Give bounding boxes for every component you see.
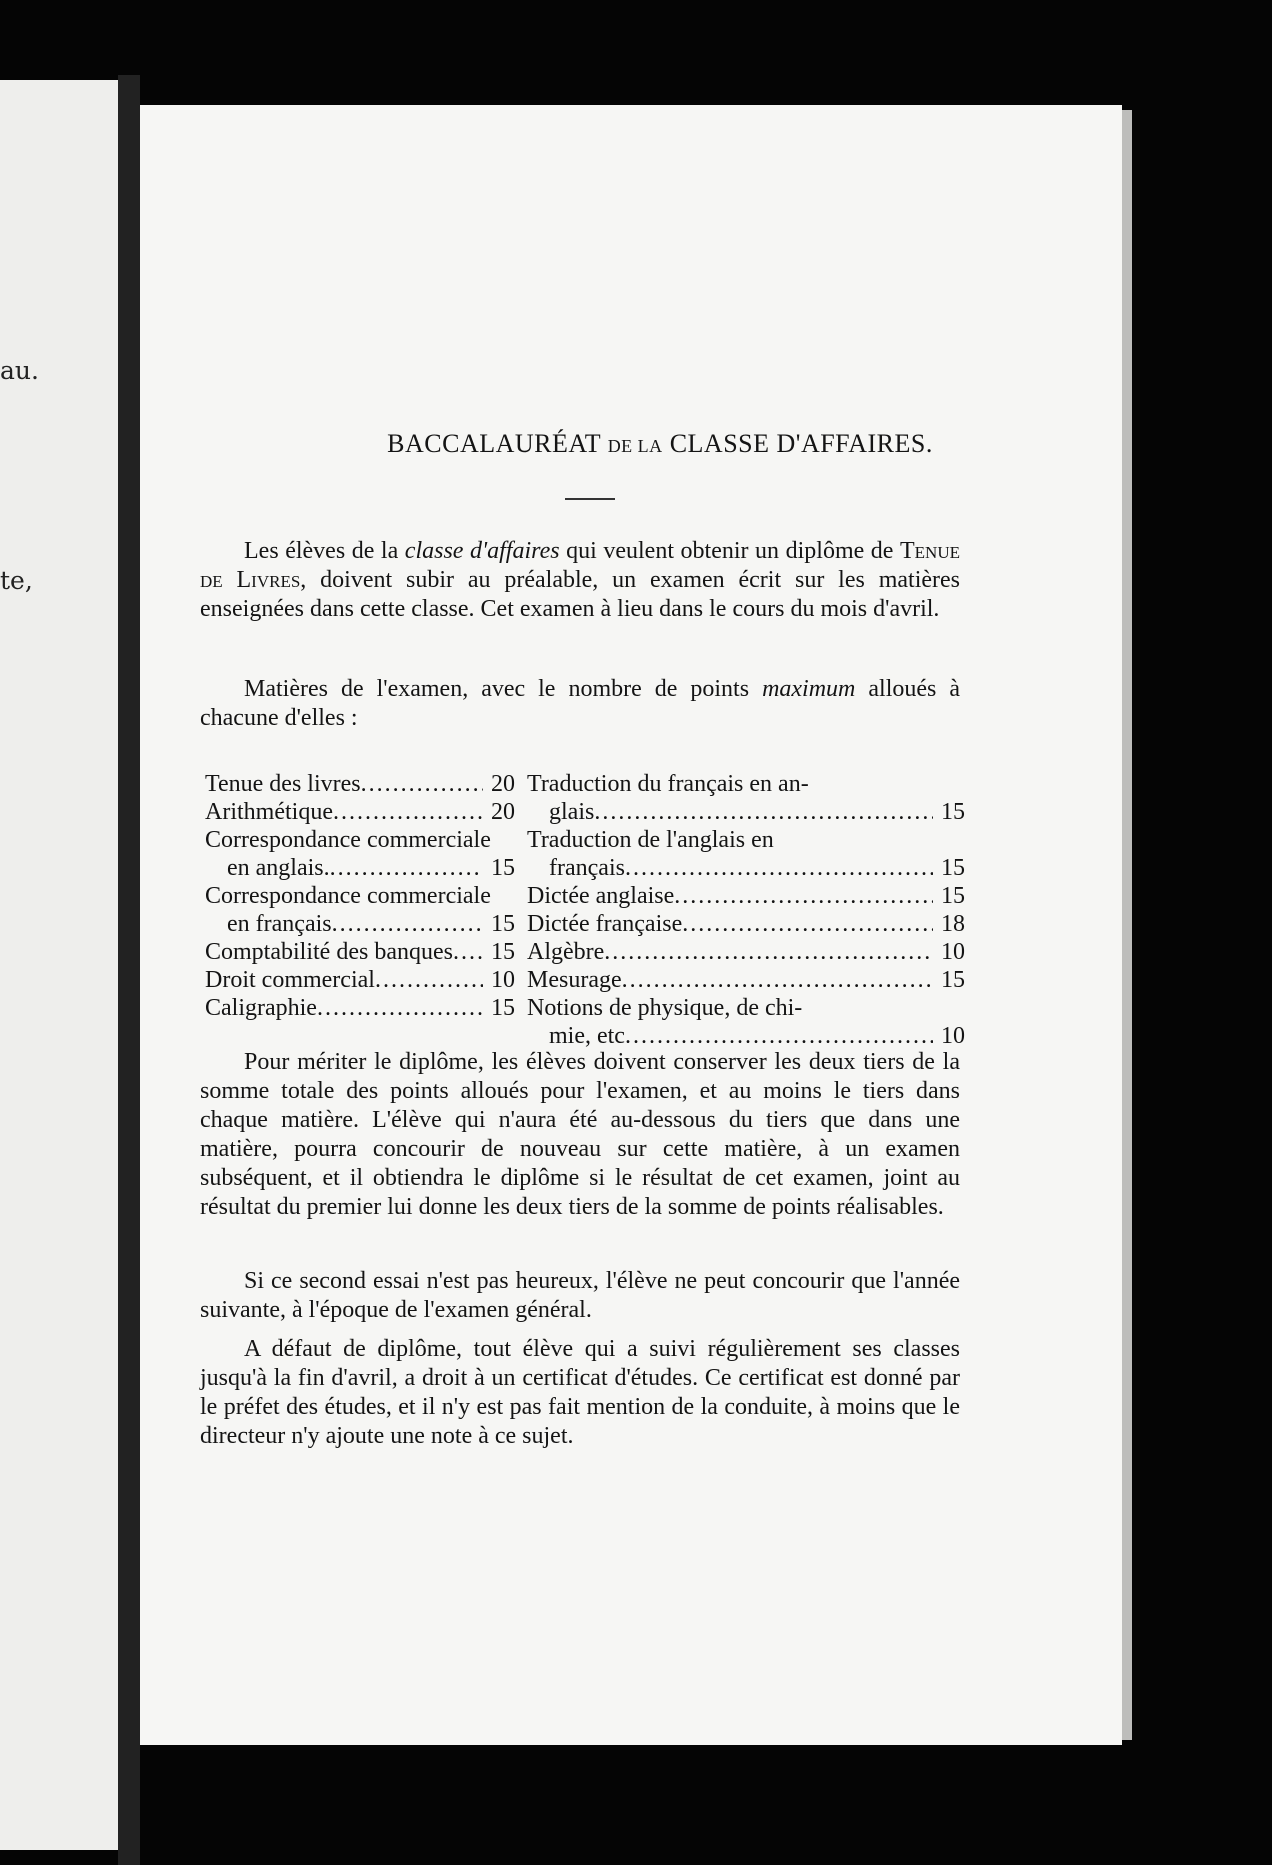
book-page	[140, 105, 1122, 1745]
subject-row: Tenue des livres ..... 20	[205, 770, 515, 798]
subject-row: Arithmétique ..... 20	[205, 798, 515, 826]
subjects-table	[205, 770, 965, 1049]
subject-row: en français ..... 15	[205, 910, 515, 938]
subject-row: Comptabilité des banques ..... 15	[205, 938, 515, 966]
margin-fragment: au.	[0, 356, 39, 385]
subject-row: Droit commercial ..... 10	[205, 966, 515, 994]
subject-row: Traduction de l'anglais en	[527, 827, 774, 853]
subject-row: Correspondance commerciale	[205, 827, 491, 853]
subjects-column-left	[205, 770, 515, 1022]
subject-row: en anglais. ..... 15	[205, 854, 515, 882]
heading-rule	[565, 498, 615, 500]
subject-row: Algèbre ..... 10	[527, 938, 965, 966]
subjects-column-right	[527, 770, 965, 1050]
intro-paragraph: Les élèves de la classe d'affaires qui veulent obtenir un diplôme de Tenue de Livres, doivent subir au préalable, un examen écrit sur les matières enseignées dans cette classe. Cet examen à lieu dans le cours du mois d'avril.	[200, 538, 960, 622]
book-gutter	[118, 75, 140, 1865]
subject-row: Mesurage ..... 15	[527, 966, 965, 994]
subject-row: Caligraphie ..... 15	[205, 994, 515, 1022]
subjects-intro: Matières de l'examen, avec le nombre de points maximum alloués à chacune d'elles :	[200, 676, 960, 731]
subject-row: français ..... 15	[527, 854, 965, 882]
page-heading: BACCALAURÉAT DE LA CLASSE D'AFFAIRES.	[387, 429, 933, 458]
subject-row: Traduction du français en an-	[527, 771, 809, 797]
subject-row: glais ..... 15	[527, 798, 965, 826]
certificate-paragraph: A défaut de diplôme, tout élève qui a suivi régulièrement ses classes jusqu'à la fin d'avril, a droit à un certificat d'études. Ce certificat est donné par le préfet des études, et il n'y est pas fait mention de la conduite, à moins que le directeur n'y ajoute une note à ce sujet.	[200, 1336, 960, 1449]
margin-fragment: te,	[0, 566, 33, 595]
page-edge-shadow	[1122, 110, 1132, 1740]
subject-row: Dictée française ..... 18	[527, 910, 965, 938]
facing-page-edge	[0, 80, 118, 1850]
subject-row: Dictée anglaise ..... 15	[527, 882, 965, 910]
second-try-paragraph: Si ce second essai n'est pas heureux, l'élève ne peut concourir que l'année suivante, à l'époque de l'examen général.	[200, 1268, 960, 1323]
subject-row: Notions de physique, de chi-	[527, 995, 803, 1021]
subject-row: Correspondance commerciale	[205, 883, 491, 909]
subject-row: mie, etc ..... 10	[527, 1022, 965, 1050]
requirements-paragraph: Pour mériter le diplôme, les élèves doivent conserver les deux tiers de la somme totale des points alloués pour l'examen, et au moins le tiers dans chaque matière. L'élève qui n'aura été au-dessous du tiers que dans une matière, pourra concourir de nouveau sur cette matière, à un examen subséquent, et il obtiendra le diplôme si le résultat de cet examen, joint au résultat du premier lui donne les deux tiers de la somme de points réalisables.	[200, 1049, 960, 1220]
